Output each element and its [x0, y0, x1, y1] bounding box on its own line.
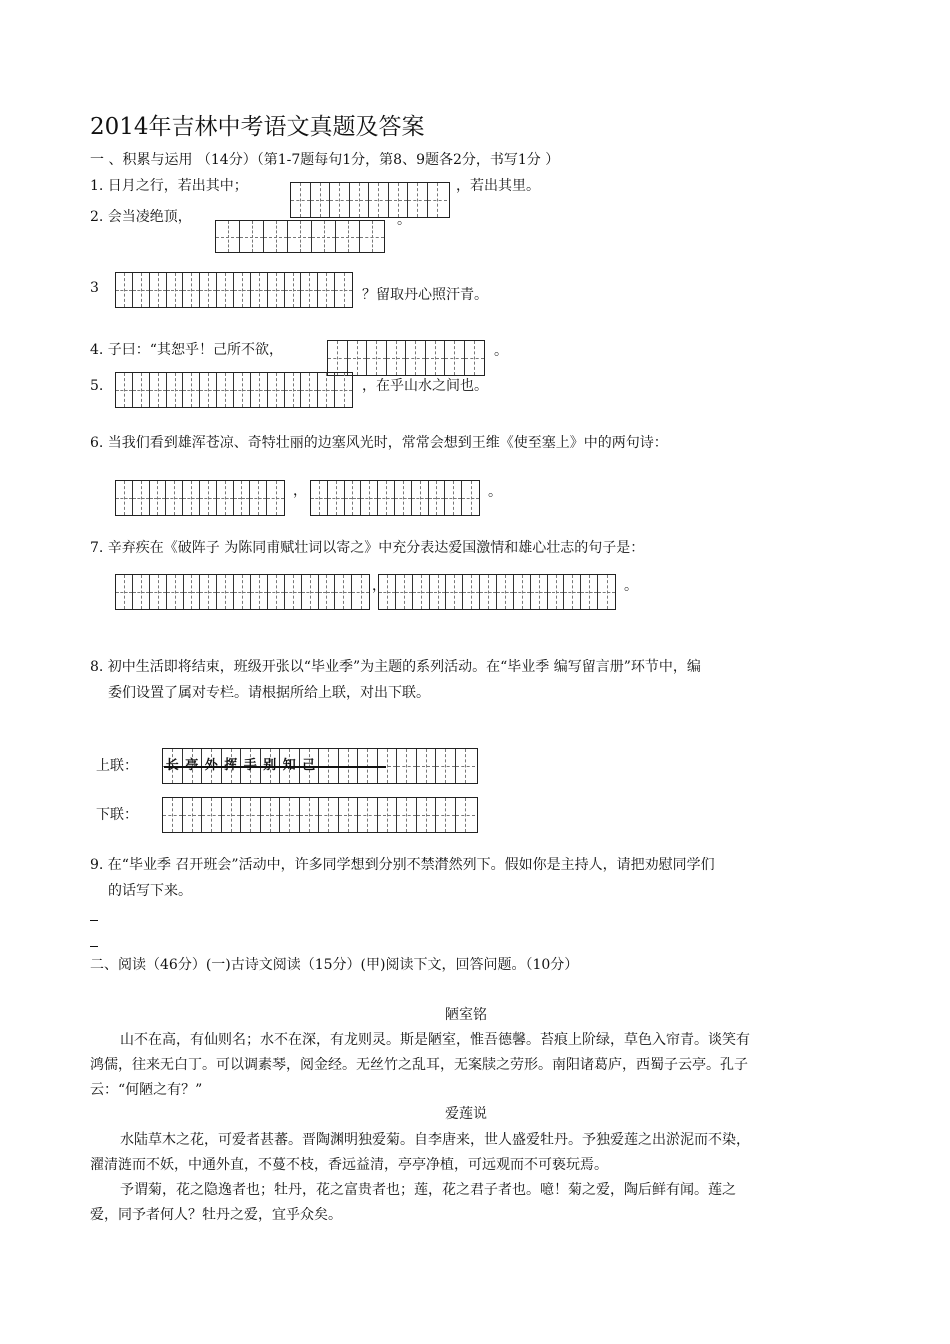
q9-line-1: 9. 在“毕业季 召开班会”活动中，许多同学想到分别不禁潸然列下。假如你是主持人，请把劝慰同学们: [90, 857, 715, 873]
q2-answer-grid[interactable]: [215, 220, 385, 253]
q7-text: 7. 辛弃疾在《破阵子 为陈同甫赋壮词以寄之》中充分表达爱国激情和雄心壮志的句子是：: [90, 540, 645, 556]
upper-char: 知: [280, 749, 300, 783]
q9-line-2: 的话写下来。: [108, 883, 192, 899]
page-title: 2014年吉林中考语文真题及答案: [90, 114, 425, 140]
q3-suffix: ？留取丹心照汗青。: [362, 287, 488, 303]
lower-couplet-grid[interactable]: [162, 797, 478, 833]
q3-answer-grid[interactable]: [115, 272, 353, 308]
upper-char: 己: [300, 749, 320, 783]
answer-blank-line[interactable]: [90, 946, 98, 947]
q5-prefix: 5.: [90, 378, 104, 394]
q6-answer-grid-1[interactable]: [115, 480, 285, 516]
upper-char: 亭: [183, 749, 203, 783]
q8-line-1: 8. 初中生活即将结束，班级开张以“毕业季”为主题的系列活动。在“毕业季 编写留言册”环节中，编: [90, 659, 701, 675]
q2-prefix: 2. 会当凌绝顶，: [90, 209, 192, 225]
section-2-header: 二、阅读（46分）(一)古诗文阅读（15分）(甲)阅读下文，回答问题。（10分）: [90, 957, 579, 973]
q1-prefix: 1. 日月之行，若出其中；: [90, 178, 248, 194]
poem-1-title: 陋室铭: [445, 1007, 487, 1023]
upper-char: 手: [241, 749, 261, 783]
q2-suffix: 。: [397, 212, 411, 228]
q1-suffix: ，若出其里。: [456, 178, 540, 194]
q5-answer-grid[interactable]: [115, 372, 353, 408]
poem-1-line: 云：“何陋之有？”: [90, 1082, 203, 1098]
q7-answer-grid-2[interactable]: [378, 574, 616, 610]
answer-blank-line[interactable]: [90, 920, 98, 921]
upper-char: 外: [202, 749, 222, 783]
q7-answer-grid-1[interactable]: [115, 574, 370, 610]
q4-suffix: 。: [494, 343, 508, 359]
section-1-header: 一 、积累与运用 （14分）（第1-7题每句1分，第8、9题各2分，书写1分 ）: [90, 152, 560, 168]
q5-suffix: ，在乎山水之间也。: [362, 378, 488, 394]
poem-2-line: 水陆草木之花，可爱者甚蕃。晋陶渊明独爱菊。自李唐来，世人盛爱牡丹。予独爱莲之出淤泥而不染，: [120, 1132, 750, 1148]
q4-answer-grid[interactable]: [327, 340, 485, 376]
q7-suffix: 。: [624, 578, 638, 594]
q8-line-2: 委们设置了属对专栏。请根据所给上联，对出下联。: [108, 685, 430, 701]
upper-char: 别: [261, 749, 281, 783]
q4-prefix: 4. 子曰：“其恕乎！己所不欲，: [90, 342, 283, 358]
poem-2-title: 爱莲说: [445, 1106, 487, 1122]
strikethrough-line: [164, 766, 386, 768]
q1-answer-grid[interactable]: [290, 182, 450, 218]
q7-separator: ，: [372, 578, 386, 594]
lower-couplet-label: 下联：: [96, 807, 138, 823]
upper-couplet-label: 上联：: [96, 758, 138, 774]
q6-text: 6. 当我们看到雄浑苍凉、奇特壮丽的边塞风光时，常常会想到王维《使至塞上》中的两句诗：: [90, 435, 668, 451]
poem-2-line: 予谓菊，花之隐逸者也；牡丹，花之富贵者也；莲，花之君子者也。噫！菊之爱，陶后鲜有闻。莲之: [120, 1182, 736, 1198]
q3-prefix: 3: [90, 280, 99, 296]
poem-2-line: 濯清涟而不妖，中通外直，不蔓不枝，香远益清，亭亭净植，可远观而不可亵玩焉。: [90, 1157, 608, 1173]
poem-1-line: 山不在高，有仙则名；水不在深，有龙则灵。斯是陋室，惟吾德馨。苔痕上阶绿，草色入帘青。谈笑有: [120, 1032, 750, 1048]
upper-char: 长: [163, 749, 183, 783]
upper-char: 挥: [222, 749, 242, 783]
q6-suffix: 。: [488, 484, 502, 500]
poem-2-line: 爱，同予者何人？牡丹之爱，宜乎众矣。: [90, 1207, 342, 1223]
q6-separator: ，: [293, 483, 307, 499]
upper-couplet-grid: [162, 748, 478, 784]
q6-answer-grid-2[interactable]: [310, 480, 480, 516]
poem-1-line: 鸿儒，往来无白丁。可以调素琴，阅金经。无丝竹之乱耳，无案牍之劳形。南阳诸葛庐，西蜀子云亭。孔子: [90, 1057, 748, 1073]
